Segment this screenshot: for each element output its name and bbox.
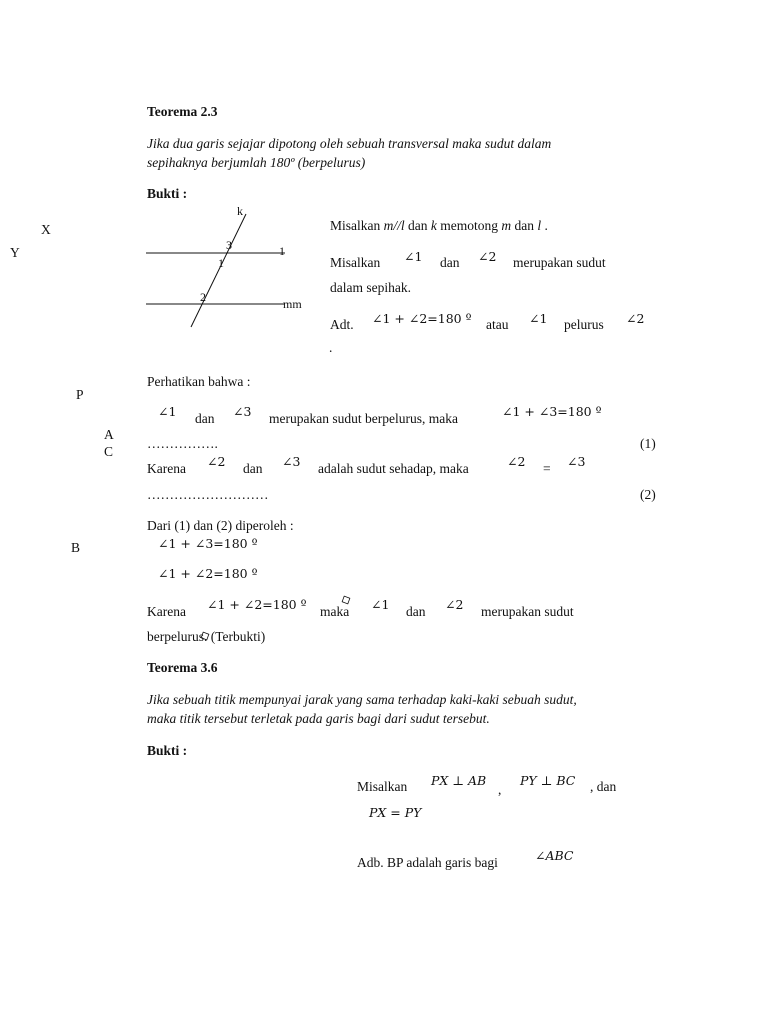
p2-equals: = bbox=[543, 461, 551, 476]
theorem-2-3-title: Teorema 2.3 bbox=[147, 104, 218, 119]
proof-line-2-misalkan: Misalkan bbox=[330, 255, 381, 270]
p1-dots: ……………. bbox=[147, 436, 218, 451]
equation-1-3: ∠1 + ∠3=180 º bbox=[158, 536, 258, 551]
derived-heading: Dari (1) dan (2) diperoleh : bbox=[147, 518, 294, 533]
p2-karena: Karena bbox=[147, 461, 186, 476]
conclusion-merupakan: merupakan sudut bbox=[481, 604, 574, 619]
conclusion-karena: Karena bbox=[147, 604, 186, 619]
p1-dan: dan bbox=[195, 411, 215, 426]
proof-line-2-dan: dan bbox=[440, 255, 460, 270]
angle-3: ∠3 bbox=[282, 454, 301, 469]
angle-1: ∠1 bbox=[529, 311, 548, 326]
t36-misalkan: Misalkan bbox=[357, 779, 408, 794]
diamond-mark-icon bbox=[199, 630, 211, 642]
proof-line-1: Misalkan m//l dan k memotong m dan l . bbox=[330, 218, 548, 233]
p1-text: merupakan sudut berpelurus, maka bbox=[269, 411, 458, 426]
margin-label-x: X bbox=[41, 222, 51, 237]
theorem-3-6-title: Teorema 3.6 bbox=[147, 660, 218, 675]
px-perpendicular-ab: PX ⊥ AB bbox=[431, 773, 487, 788]
angle-3: ∠3 bbox=[233, 404, 252, 419]
margin-label-p: P bbox=[76, 387, 84, 402]
margin-label-c: C bbox=[104, 444, 114, 459]
theorem-3-6-statement-line1: Jika sebuah titik mempunyai jarak yang sama terhadap kaki-kaki sebuah sudut, bbox=[147, 692, 577, 707]
angle-1: ∠1 bbox=[404, 249, 423, 264]
conclusion-maka: maka bbox=[320, 604, 350, 619]
angle-1: ∠1 bbox=[158, 404, 177, 419]
margin-label-a: A bbox=[104, 427, 114, 442]
p2-text: adalah sudut sehadap, maka bbox=[318, 461, 469, 476]
angle-2: ∠2 bbox=[478, 249, 497, 264]
equation-number-1: (1) bbox=[640, 436, 656, 451]
proof-heading: Bukti : bbox=[147, 743, 188, 758]
note-heading: Perhatikan bahwa : bbox=[147, 374, 251, 389]
angle-2: ∠2 bbox=[207, 454, 226, 469]
proof-line-3-atau: atau bbox=[486, 317, 509, 332]
proof-line-3-dot: . bbox=[329, 340, 333, 355]
figure-angle-3: 3 bbox=[226, 238, 232, 252]
angle-abc: ∠ABC bbox=[535, 848, 574, 863]
parallel-lines-figure bbox=[140, 200, 320, 335]
angle-2: ∠2 bbox=[507, 454, 526, 469]
proof-line-2-merupakan: merupakan sudut bbox=[513, 255, 606, 270]
proof-line-2-dalam: dalam sepihak. bbox=[330, 280, 411, 295]
p2-dan: dan bbox=[243, 461, 263, 476]
figure-angle-2: 2 bbox=[200, 290, 206, 304]
margin-label-y: Y bbox=[10, 245, 20, 260]
diamond-mark-icon bbox=[340, 594, 352, 606]
py-perpendicular-bc: PY ⊥ BC bbox=[520, 773, 576, 788]
theorem-2-3-statement-line2: sepihaknya berjumlah 180º (berpelurus) bbox=[147, 155, 366, 170]
angle-3: ∠3 bbox=[567, 454, 586, 469]
conclusion-berpelurus: berpelurus. (Terbukti) bbox=[147, 629, 266, 644]
angle-1: ∠1 bbox=[371, 597, 390, 612]
angle-2: ∠2 bbox=[626, 311, 645, 326]
proof-heading: Bukti : bbox=[147, 186, 188, 201]
t36-comma: , bbox=[498, 782, 502, 797]
angle-sum-expression: ∠1 + ∠2=180 º bbox=[372, 311, 472, 326]
t36-adb: Adb. BP adalah garis bagi bbox=[357, 855, 498, 870]
angle-sum-1-3: ∠1 + ∠3=180 º bbox=[502, 404, 602, 419]
t36-dan: , dan bbox=[590, 779, 617, 794]
theorem-2-3-statement-line1: Jika dua garis sejajar dipotong oleh sebuah transversal maka sudut dalam bbox=[147, 136, 552, 151]
theorem-3-6-statement-line2: maka titik tersebut terletak pada garis bagi dari sudut tersebut. bbox=[147, 711, 490, 726]
proof-line-3-pelurus: pelurus bbox=[564, 317, 604, 332]
px-equals-py: PX = PY bbox=[369, 805, 422, 820]
figure-label-l: 1 bbox=[279, 244, 285, 258]
figure-label-k: k bbox=[237, 204, 243, 218]
equation-number-2: (2) bbox=[640, 487, 656, 502]
margin-label-b: B bbox=[71, 540, 81, 555]
conclusion-expression: ∠1 + ∠2=180 º bbox=[207, 597, 307, 612]
figure-label-m: mm bbox=[283, 297, 302, 311]
p2-dots: ……………………… bbox=[147, 487, 269, 502]
proof-line-3-adt: Adt. bbox=[330, 317, 354, 332]
angle-2: ∠2 bbox=[445, 597, 464, 612]
equation-1-2: ∠1 + ∠2=180 º bbox=[158, 566, 258, 581]
figure-angle-1: 1 bbox=[218, 256, 224, 270]
conclusion-dan: dan bbox=[406, 604, 426, 619]
